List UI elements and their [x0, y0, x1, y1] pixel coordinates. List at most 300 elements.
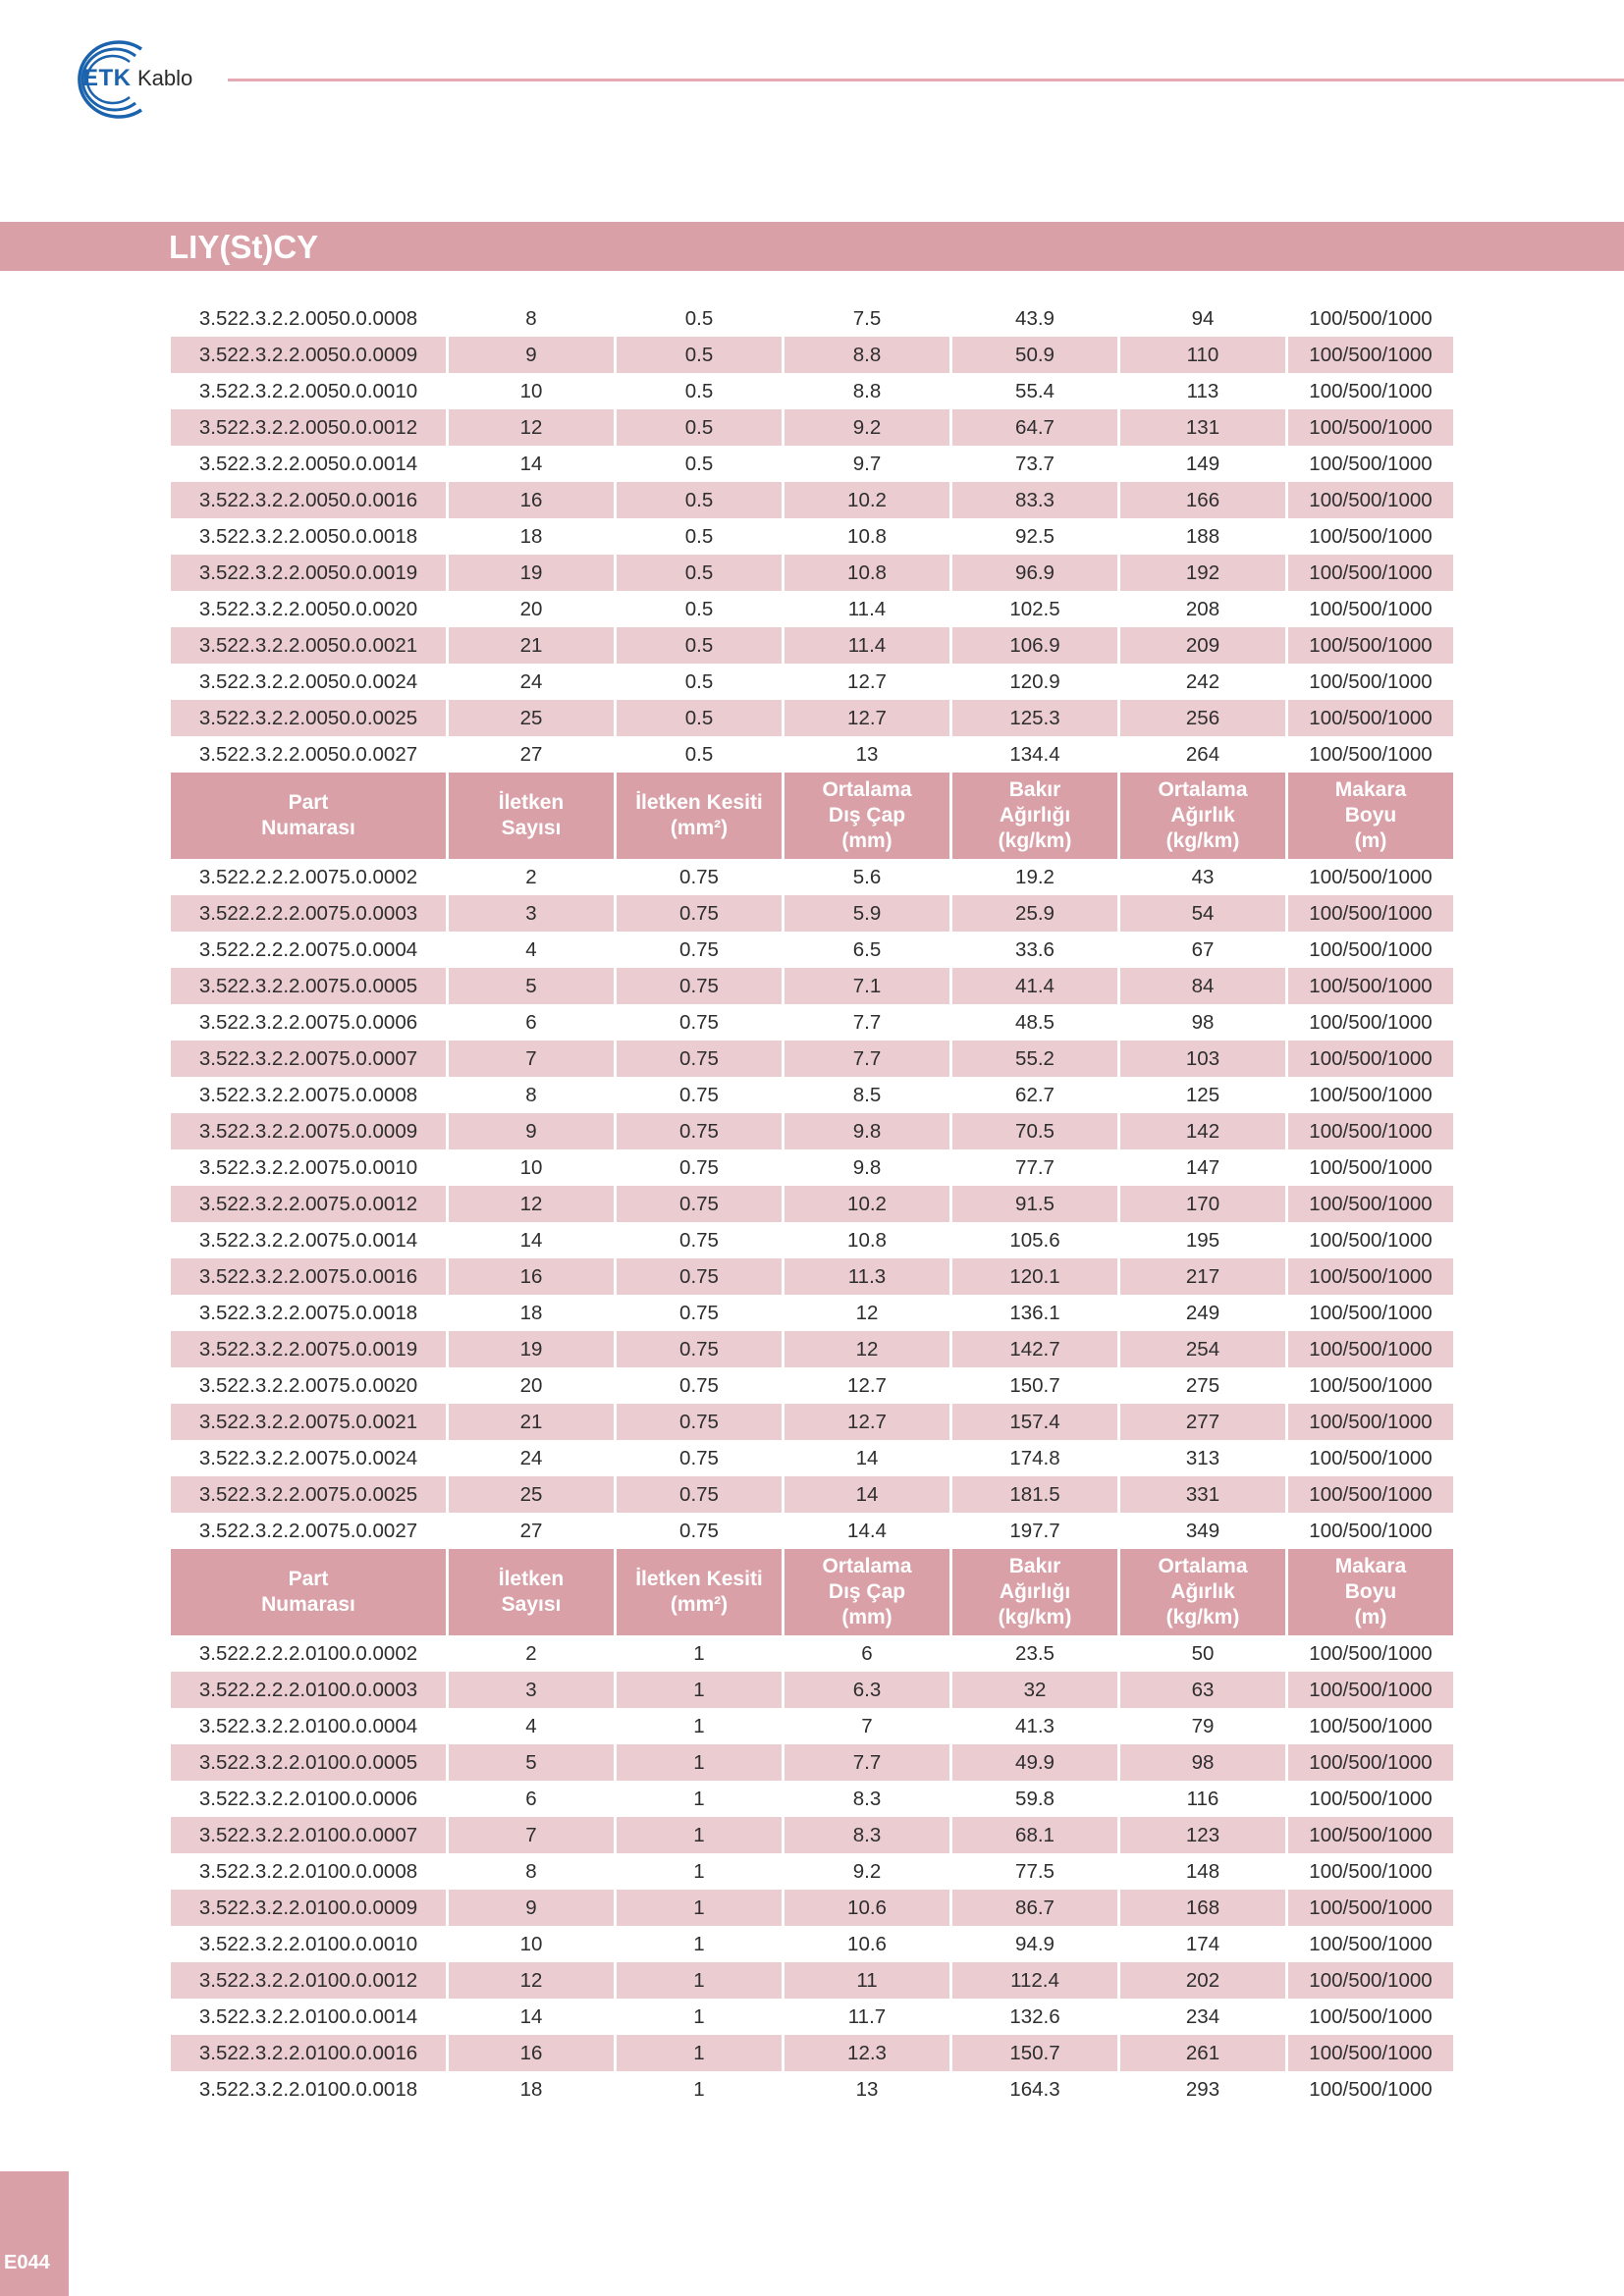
table-cell: 116 [1120, 1781, 1285, 1817]
table-cell: 1 [617, 2071, 782, 2108]
table-row [171, 932, 1453, 968]
table-cell: 0.75 [617, 1295, 782, 1331]
table-cell: 3.522.3.2.2.0075.0.0006 [171, 1004, 446, 1041]
table-cell: 7.7 [785, 1004, 949, 1041]
table-row [171, 2071, 1453, 2108]
table-cell: 3.522.3.2.2.0050.0.0024 [171, 664, 446, 700]
table-row [171, 1999, 1453, 2035]
column-header-line: İletken Kesiti [635, 791, 763, 814]
column-header-line: Ortalama [822, 1555, 912, 1577]
column-header-line: (mm) [841, 1606, 893, 1629]
table-row [171, 1041, 1453, 1077]
table-cell: 21 [449, 1404, 614, 1440]
table-cell: 100/500/1000 [1288, 2071, 1453, 2108]
column-header-line: (mm²) [670, 1593, 729, 1616]
table-cell: 6 [785, 1635, 949, 1672]
table-cell: 100/500/1000 [1288, 1149, 1453, 1186]
table-cell: 1 [617, 1672, 782, 1708]
table-row [171, 895, 1453, 932]
table-row [171, 373, 1453, 409]
table-cell: 4 [449, 932, 614, 968]
table-cell: 5.9 [785, 895, 949, 932]
table-row [171, 700, 1453, 736]
page-number: E044 [4, 2252, 50, 2273]
table-cell: 100/500/1000 [1288, 1331, 1453, 1367]
column-header-line: Ortalama [822, 778, 912, 801]
table-cell: 3.522.3.2.2.0075.0.0009 [171, 1113, 446, 1149]
table-cell: 50 [1120, 1635, 1285, 1672]
table-cell: 110 [1120, 337, 1285, 373]
table-cell: 70.5 [952, 1113, 1117, 1149]
table-cell: 293 [1120, 2071, 1285, 2108]
table-row [171, 1476, 1453, 1513]
table-cell: 3.522.3.2.2.0075.0.0018 [171, 1295, 446, 1331]
table-cell: 234 [1120, 1999, 1285, 2035]
table-cell: 3.522.3.2.2.0100.0.0007 [171, 1817, 446, 1853]
table-row [171, 1258, 1453, 1295]
table-cell: 1 [617, 1744, 782, 1781]
table-row [171, 1962, 1453, 1999]
table-cell: 1 [617, 1999, 782, 2035]
table-cell: 14 [785, 1440, 949, 1476]
table-cell: 1 [617, 1817, 782, 1853]
table-cell: 3.522.3.2.2.0075.0.0014 [171, 1222, 446, 1258]
table-cell: 202 [1120, 1962, 1285, 1999]
table-cell: 277 [1120, 1404, 1285, 1440]
table-cell: 62.7 [952, 1077, 1117, 1113]
table-cell: 148 [1120, 1853, 1285, 1890]
table-cell: 8 [449, 1077, 614, 1113]
table-row [171, 1926, 1453, 1962]
table-cell: 32 [952, 1672, 1117, 1708]
table-row [171, 555, 1453, 591]
brand-name: Kablo [137, 66, 193, 90]
table-cell: 3.522.3.2.2.0100.0.0014 [171, 1999, 446, 2035]
table-cell: 9 [449, 337, 614, 373]
table-cell: 59.8 [952, 1781, 1117, 1817]
table-cell: 100/500/1000 [1288, 337, 1453, 373]
table-cell: 3.522.3.2.2.0075.0.0007 [171, 1041, 446, 1077]
table-cell: 0.75 [617, 895, 782, 932]
table-cell: 261 [1120, 2035, 1285, 2071]
column-header [617, 773, 782, 859]
table-cell: 150.7 [952, 2035, 1117, 2071]
table-cell: 68.1 [952, 1817, 1117, 1853]
table-cell: 18 [449, 518, 614, 555]
table-cell: 16 [449, 1258, 614, 1295]
table-row [171, 1440, 1453, 1476]
table-cell: 100/500/1000 [1288, 518, 1453, 555]
table-row [171, 968, 1453, 1004]
table-cell: 18 [449, 1295, 614, 1331]
table-cell: 12 [449, 1962, 614, 1999]
table-cell: 25 [449, 1476, 614, 1513]
table-cell: 8.3 [785, 1817, 949, 1853]
column-header-line: Ortalama [1158, 1555, 1248, 1577]
table-cell: 1 [617, 1635, 782, 1672]
table-cell: 12 [449, 1186, 614, 1222]
table-cell: 24 [449, 664, 614, 700]
table-cell: 12.7 [785, 664, 949, 700]
table-cell: 55.4 [952, 373, 1117, 409]
table-cell: 67 [1120, 932, 1285, 968]
table-cell: 12 [785, 1295, 949, 1331]
table-cell: 3.522.3.2.2.0050.0.0018 [171, 518, 446, 555]
table-cell: 1 [617, 1926, 782, 1962]
table-cell: 168 [1120, 1890, 1285, 1926]
table-cell: 11.3 [785, 1258, 949, 1295]
table-cell: 10.2 [785, 1186, 949, 1222]
column-header [171, 1549, 446, 1635]
column-header-line: İletken [498, 1568, 565, 1590]
table-cell: 100/500/1000 [1288, 1077, 1453, 1113]
table-cell: 0.75 [617, 1331, 782, 1367]
table-cell: 0.75 [617, 1367, 782, 1404]
table-row [171, 1890, 1453, 1926]
column-header-line: Ağırlık [1170, 1580, 1235, 1603]
table-row [171, 337, 1453, 373]
table-cell: 3.522.3.2.2.0100.0.0010 [171, 1926, 446, 1962]
table-cell: 3.522.2.2.2.0075.0.0002 [171, 859, 446, 895]
column-header-line: Boyu [1344, 804, 1397, 827]
table-cell: 100/500/1000 [1288, 1817, 1453, 1853]
table-cell: 9.8 [785, 1149, 949, 1186]
table-row [171, 518, 1453, 555]
column-header-line: İletken [498, 791, 565, 814]
table-cell: 3.522.3.2.2.0075.0.0021 [171, 1404, 446, 1440]
table-cell: 79 [1120, 1708, 1285, 1744]
table-cell: 9.2 [785, 409, 949, 446]
table-row [171, 859, 1453, 895]
table-cell: 120.9 [952, 664, 1117, 700]
table-cell: 16 [449, 2035, 614, 2071]
table-cell: 125 [1120, 1077, 1285, 1113]
column-header-line: (m) [1354, 829, 1387, 852]
table-cell: 3.522.3.2.2.0050.0.0008 [171, 300, 446, 337]
column-header-line: Ağırlığı [999, 1580, 1071, 1603]
table-cell: 0.75 [617, 1404, 782, 1440]
table-cell: 0.75 [617, 1222, 782, 1258]
table-cell: 100/500/1000 [1288, 1004, 1453, 1041]
column-header-line: (mm²) [670, 817, 729, 839]
table-cell: 3.522.3.2.2.0075.0.0005 [171, 968, 446, 1004]
column-header-line: (m) [1354, 1606, 1387, 1629]
table-cell: 4 [449, 1708, 614, 1744]
table-cell: 8.3 [785, 1781, 949, 1817]
table-cell: 100/500/1000 [1288, 1513, 1453, 1549]
column-header [785, 1549, 949, 1635]
column-header-line: Makara [1334, 1555, 1407, 1577]
table-cell: 5 [449, 1744, 614, 1781]
table-cell: 100/500/1000 [1288, 591, 1453, 627]
table-cell: 147 [1120, 1149, 1285, 1186]
table-cell: 2 [449, 1635, 614, 1672]
table-cell: 3.522.3.2.2.0075.0.0024 [171, 1440, 446, 1476]
table-cell: 102.5 [952, 591, 1117, 627]
table-cell: 331 [1120, 1476, 1285, 1513]
column-header-line: (kg/km) [998, 1606, 1072, 1629]
title-band [0, 222, 1624, 271]
table-cell: 142.7 [952, 1331, 1117, 1367]
table-cell: 100/500/1000 [1288, 932, 1453, 968]
table-cell: 100/500/1000 [1288, 555, 1453, 591]
table-cell: 54 [1120, 895, 1285, 932]
table-cell: 100/500/1000 [1288, 1295, 1453, 1331]
table-row [171, 446, 1453, 482]
table-cell: 100/500/1000 [1288, 1853, 1453, 1890]
table-cell: 7.5 [785, 300, 949, 337]
table-cell: 100/500/1000 [1288, 482, 1453, 518]
table-cell: 100/500/1000 [1288, 895, 1453, 932]
column-header-line: Sayısı [501, 1593, 562, 1616]
table-cell: 100/500/1000 [1288, 409, 1453, 446]
table-cell: 103 [1120, 1041, 1285, 1077]
table-cell: 14 [785, 1476, 949, 1513]
table-cell: 149 [1120, 446, 1285, 482]
column-header-line: (kg/km) [1165, 829, 1240, 852]
column-header-line: Numarası [261, 817, 355, 839]
table-cell: 1 [617, 1853, 782, 1890]
table-cell: 8.5 [785, 1077, 949, 1113]
table-cell: 10.6 [785, 1890, 949, 1926]
table-cell: 170 [1120, 1186, 1285, 1222]
column-header [1288, 1549, 1453, 1635]
table-cell: 3.522.3.2.2.0050.0.0025 [171, 700, 446, 736]
table-cell: 8.8 [785, 373, 949, 409]
table-cell: 6 [449, 1781, 614, 1817]
table-cell: 157.4 [952, 1404, 1117, 1440]
table-cell: 12.7 [785, 1367, 949, 1404]
table-cell: 11.4 [785, 591, 949, 627]
table-cell: 41.3 [952, 1708, 1117, 1744]
table-cell: 174.8 [952, 1440, 1117, 1476]
table-cell: 0.5 [617, 664, 782, 700]
table-cell: 188 [1120, 518, 1285, 555]
table-cell: 3.522.3.2.2.0075.0.0019 [171, 1331, 446, 1367]
table-cell: 120.1 [952, 1258, 1117, 1295]
table-cell: 0.5 [617, 627, 782, 664]
table-cell: 3.522.2.2.2.0075.0.0004 [171, 932, 446, 968]
table-cell: 100/500/1000 [1288, 664, 1453, 700]
table-cell: 23.5 [952, 1635, 1117, 1672]
table-cell: 20 [449, 1367, 614, 1404]
table-cell: 3.522.3.2.2.0075.0.0020 [171, 1367, 446, 1404]
table-cell: 50.9 [952, 337, 1117, 373]
table-cell: 0.5 [617, 700, 782, 736]
column-header-line: İletken Kesiti [635, 1568, 763, 1590]
column-header [1288, 773, 1453, 859]
table-cell: 25 [449, 700, 614, 736]
table-cell: 5.6 [785, 859, 949, 895]
table-cell: 12 [785, 1331, 949, 1367]
table-cell: 100/500/1000 [1288, 1744, 1453, 1781]
table-cell: 0.75 [617, 1113, 782, 1149]
table-cell: 6 [449, 1004, 614, 1041]
column-header-line: Part [288, 791, 329, 814]
table-cell: 3.522.3.2.2.0050.0.0020 [171, 591, 446, 627]
table-cell: 136.1 [952, 1295, 1117, 1331]
table-cell: 100/500/1000 [1288, 1222, 1453, 1258]
table-cell: 209 [1120, 627, 1285, 664]
table-cell: 3 [449, 895, 614, 932]
table-row [171, 627, 1453, 664]
table-cell: 3.522.3.2.2.0100.0.0018 [171, 2071, 446, 2108]
table-cell: 3.522.3.2.2.0050.0.0014 [171, 446, 446, 482]
table-cell: 242 [1120, 664, 1285, 700]
table-cell: 0.5 [617, 591, 782, 627]
table-cell: 0.5 [617, 482, 782, 518]
table-cell: 13 [785, 736, 949, 773]
table-cell: 100/500/1000 [1288, 1404, 1453, 1440]
table-cell: 3.522.3.2.2.0050.0.0009 [171, 337, 446, 373]
table-cell: 3.522.3.2.2.0100.0.0005 [171, 1744, 446, 1781]
table-cell: 3.522.3.2.2.0075.0.0012 [171, 1186, 446, 1222]
column-header-line: Ortalama [1158, 778, 1248, 801]
table-row [171, 736, 1453, 773]
table-cell: 100/500/1000 [1288, 1258, 1453, 1295]
table-cell: 16 [449, 482, 614, 518]
table-cell: 100/500/1000 [1288, 1367, 1453, 1404]
table-cell: 3.522.3.2.2.0050.0.0021 [171, 627, 446, 664]
table-cell: 100/500/1000 [1288, 1781, 1453, 1817]
table-cell: 10.6 [785, 1926, 949, 1962]
table-row [171, 1149, 1453, 1186]
table-cell: 9.8 [785, 1113, 949, 1149]
table-cell: 3.522.3.2.2.0100.0.0012 [171, 1962, 446, 1999]
table-cell: 14 [449, 446, 614, 482]
table-cell: 349 [1120, 1513, 1285, 1549]
table-cell: 208 [1120, 591, 1285, 627]
table-cell: 12 [449, 409, 614, 446]
column-header-line: (kg/km) [1165, 1606, 1240, 1629]
table-cell: 8.8 [785, 337, 949, 373]
table-cell: 13 [785, 2071, 949, 2108]
table-cell: 12.3 [785, 2035, 949, 2071]
table-cell: 91.5 [952, 1186, 1117, 1222]
table-cell: 100/500/1000 [1288, 1440, 1453, 1476]
table-cell: 0.75 [617, 859, 782, 895]
table-cell: 100/500/1000 [1288, 1890, 1453, 1926]
table-cell: 33.6 [952, 932, 1117, 968]
table-row [171, 1635, 1453, 1672]
table-cell: 19.2 [952, 859, 1117, 895]
table-cell: 100/500/1000 [1288, 1962, 1453, 1999]
table-cell: 73.7 [952, 446, 1117, 482]
table-cell: 27 [449, 1513, 614, 1549]
column-header-line: Ağırlığı [999, 804, 1071, 827]
table-row [171, 1744, 1453, 1781]
table-cell: 98 [1120, 1744, 1285, 1781]
table-row [171, 1404, 1453, 1440]
table-row [171, 664, 1453, 700]
table-cell: 1 [617, 2035, 782, 2071]
table-cell: 100/500/1000 [1288, 1635, 1453, 1672]
table-cell: 100/500/1000 [1288, 1041, 1453, 1077]
table-cell: 1 [617, 1962, 782, 1999]
table-cell: 3.522.3.2.2.0075.0.0016 [171, 1258, 446, 1295]
table-cell: 100/500/1000 [1288, 1113, 1453, 1149]
table-cell: 3.522.3.2.2.0100.0.0004 [171, 1708, 446, 1744]
table-row [171, 591, 1453, 627]
table-cell: 0.75 [617, 932, 782, 968]
table-cell: 3.522.2.2.2.0100.0.0002 [171, 1635, 446, 1672]
table-cell: 3.522.3.2.2.0075.0.0027 [171, 1513, 446, 1549]
product-table [171, 300, 1454, 2108]
table-cell: 7.7 [785, 1041, 949, 1077]
table-cell: 100/500/1000 [1288, 1926, 1453, 1962]
column-header [449, 1549, 614, 1635]
table-cell: 100/500/1000 [1288, 1186, 1453, 1222]
table-cell: 0.75 [617, 1258, 782, 1295]
table-cell: 181.5 [952, 1476, 1117, 1513]
table-row [171, 1295, 1453, 1331]
table-cell: 0.75 [617, 1476, 782, 1513]
table-cell: 6.5 [785, 932, 949, 968]
table-cell: 2 [449, 859, 614, 895]
table-cell: 166 [1120, 482, 1285, 518]
table-cell: 112.4 [952, 1962, 1117, 1999]
table-cell: 98 [1120, 1004, 1285, 1041]
table-cell: 94 [1120, 300, 1285, 337]
table-cell: 18 [449, 2071, 614, 2108]
table-row [171, 2035, 1453, 2071]
table-cell: 105.6 [952, 1222, 1117, 1258]
table-row [171, 1186, 1453, 1222]
table-cell: 150.7 [952, 1367, 1117, 1404]
table-cell: 7 [449, 1041, 614, 1077]
table-cell: 0.75 [617, 968, 782, 1004]
table-cell: 195 [1120, 1222, 1285, 1258]
table-cell: 41.4 [952, 968, 1117, 1004]
table-cell: 100/500/1000 [1288, 2035, 1453, 2071]
table-cell: 92.5 [952, 518, 1117, 555]
brand-mark: ETK [82, 65, 132, 91]
table-cell: 0.5 [617, 337, 782, 373]
column-header [952, 1549, 1117, 1635]
table-cell: 9 [449, 1113, 614, 1149]
table-cell: 84 [1120, 968, 1285, 1004]
table-cell: 1 [617, 1890, 782, 1926]
table-cell: 0.75 [617, 1440, 782, 1476]
table-header-row [171, 773, 1453, 859]
table-cell: 3 [449, 1672, 614, 1708]
table-cell: 9 [449, 1890, 614, 1926]
page-title: LIY(St)CY [169, 229, 319, 265]
table-cell: 0.75 [617, 1004, 782, 1041]
table-cell: 9.7 [785, 446, 949, 482]
table-cell: 100/500/1000 [1288, 700, 1453, 736]
table-cell: 3.522.3.2.2.0050.0.0019 [171, 555, 446, 591]
table-cell: 6.3 [785, 1672, 949, 1708]
table-cell: 27 [449, 736, 614, 773]
table-cell: 48.5 [952, 1004, 1117, 1041]
table-cell: 100/500/1000 [1288, 300, 1453, 337]
table-cell: 55.2 [952, 1041, 1117, 1077]
table-cell: 113 [1120, 373, 1285, 409]
table-cell: 7 [785, 1708, 949, 1744]
table-cell: 10 [449, 1149, 614, 1186]
column-header-line: Dış Çap [828, 1580, 906, 1603]
table-cell: 0.5 [617, 555, 782, 591]
table-cell: 1 [617, 1781, 782, 1817]
table-cell: 14 [449, 1999, 614, 2035]
table-cell: 83.3 [952, 482, 1117, 518]
table-cell: 0.75 [617, 1077, 782, 1113]
table-cell: 11 [785, 1962, 949, 1999]
table-cell: 100/500/1000 [1288, 373, 1453, 409]
table-cell: 11.4 [785, 627, 949, 664]
table-cell: 249 [1120, 1295, 1285, 1331]
